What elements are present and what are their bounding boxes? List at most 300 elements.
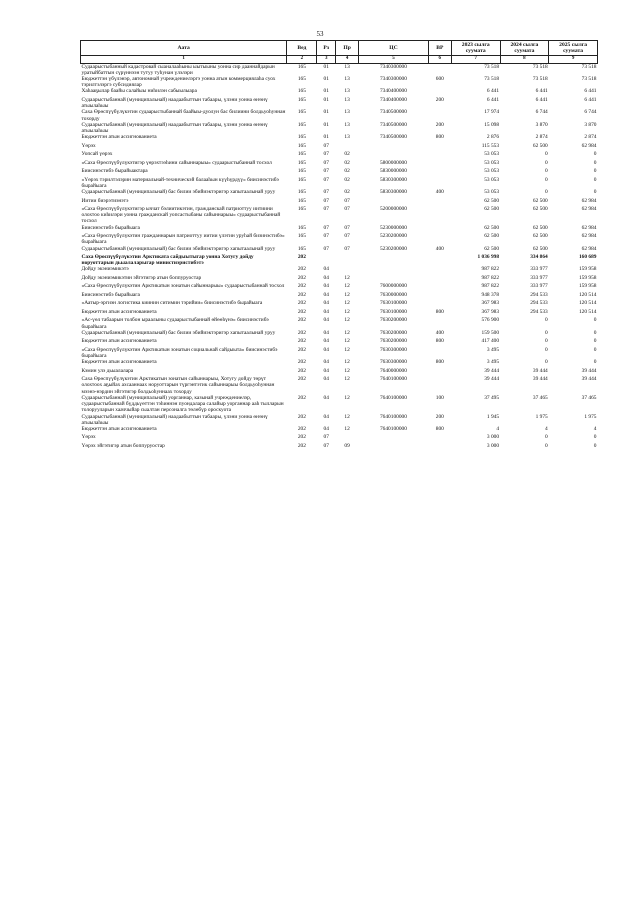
row-pr: 12 xyxy=(344,346,350,353)
table-row xyxy=(81,246,598,255)
row-vr xyxy=(428,443,451,452)
row-ved: 202 xyxy=(297,308,306,315)
row-vr xyxy=(428,434,451,443)
row-amount-2024: 294 533 xyxy=(530,291,548,298)
row-rz: 04 xyxy=(323,300,329,307)
row-ved: 165 xyxy=(297,76,306,83)
row-vr: 800 xyxy=(435,359,444,366)
row-amount-2025: 159 958 xyxy=(578,283,597,290)
row-pr: 12 xyxy=(344,359,350,366)
row-ved: 202 xyxy=(297,367,306,374)
table-row xyxy=(81,189,598,198)
row-ved: 202 xyxy=(297,317,306,324)
col-header-name: Аата xyxy=(81,41,287,56)
row-amount-2024: 3 870 xyxy=(535,121,548,128)
row-amount-2024: 73 518 xyxy=(532,63,548,70)
row-amount-2024: 0 xyxy=(545,159,548,166)
row-rz: 07 xyxy=(323,168,329,175)
row-amount-2023: 53 053 xyxy=(484,168,500,175)
row-name: Бюджеттэн атын ассигнованиета xyxy=(81,338,157,345)
row-cs: 7630200000 xyxy=(379,329,407,336)
row-amount-2023: 1 945 xyxy=(486,413,500,420)
col-header-2025: 2025 сылга суумата xyxy=(549,41,598,56)
row-cs xyxy=(359,443,429,452)
table-row xyxy=(81,426,598,435)
row-vr xyxy=(428,275,451,284)
row-vr xyxy=(428,368,451,377)
row-ved: 165 xyxy=(297,151,306,158)
row-amount-2025: 0 xyxy=(593,442,597,449)
row-ved: 165 xyxy=(297,197,306,204)
row-amount-2023: 3 000 xyxy=(486,434,500,441)
row-name: Бюджеттэн атын ассигнованиета xyxy=(81,359,157,366)
row-pr: 02 xyxy=(344,168,350,175)
row-ved: 165 xyxy=(297,96,306,103)
row-ved: 202 xyxy=(297,376,306,383)
row-name: Судаарыстыбаннай (муниципальнай) уорганнар, казынай учреждениелэр, судаарыстыбаннай бүддьүөттэн тэһиннэн пуондалара салайыр уорганнар ааһ тылларын толорууларын хааччыйар сыалтан персоналга төлөбүр ороскуота xyxy=(81,394,284,414)
row-rz: 01 xyxy=(323,63,329,70)
row-vr: 800 xyxy=(435,425,444,432)
row-ved: 202 xyxy=(297,266,306,273)
row-vr: 200 xyxy=(435,121,444,128)
table-row xyxy=(81,368,598,377)
col-number: 2 xyxy=(287,56,317,63)
row-cs: 7630000000 xyxy=(379,291,407,298)
row-vr xyxy=(428,109,451,121)
col-header-cs: ЦС xyxy=(359,41,429,56)
row-amount-2025: 120 514 xyxy=(578,308,597,315)
row-name: Судаарыстыбаннай (муниципальнай) бас билии эбийиэктэригэр хапытаалынай уруу xyxy=(81,189,276,196)
row-cs xyxy=(359,275,429,284)
row-rz: 01 xyxy=(323,76,329,83)
row-pr: 13 xyxy=(344,63,350,70)
row-amount-2025: 0 xyxy=(593,189,597,196)
row-rz: 04 xyxy=(323,291,329,298)
row-amount-2023: 576 900 xyxy=(481,317,500,324)
row-amount-2023: 15 098 xyxy=(484,121,500,128)
row-amount-2023: 53 053 xyxy=(484,159,500,166)
row-cs: 5800000000 xyxy=(379,159,407,166)
row-rz: 01 xyxy=(323,88,329,95)
row-name: Үөрэх xyxy=(81,142,96,149)
row-pr: 12 xyxy=(344,274,350,281)
row-vr xyxy=(428,143,451,152)
row-name: Бюджеттэн атын ассигнованиета xyxy=(81,134,157,141)
row-ved: 202 xyxy=(297,338,306,345)
row-amount-2024: 0 xyxy=(545,189,548,196)
row-ved: 165 xyxy=(297,233,306,240)
row-rz: 04 xyxy=(323,346,329,353)
row-pr: 09 xyxy=(344,442,350,449)
row-cs: 7340500000 xyxy=(379,134,407,141)
row-amount-2024: 62 500 xyxy=(532,245,548,252)
row-name: Биисинэстибэ бырайыактара xyxy=(81,168,148,175)
row-pr: 07 xyxy=(344,233,350,240)
row-name: «Ас-үөл табаарын толбон ыраалыны судаарыстыбаннай өйөөһүнэ» биисинэстибэ бырайыага xyxy=(81,317,269,330)
row-cs: 7630200000 xyxy=(379,338,407,345)
row-name: Судаарыстыбаннай (муниципальнай) бас билии эбийиэктэригэр хапытаалынай уруу xyxy=(81,245,276,252)
row-vr: 400 xyxy=(435,329,444,336)
row-vr xyxy=(428,254,451,266)
row-vr xyxy=(428,206,451,225)
row-vr: 800 xyxy=(435,338,444,345)
row-cs: 5830000000 xyxy=(379,168,407,175)
row-amount-2023: 417 400 xyxy=(481,338,500,345)
table-row xyxy=(81,160,598,169)
row-vr xyxy=(428,233,451,245)
row-ved: 165 xyxy=(297,121,306,128)
row-name: «Саха Өрөспүүбүлүкэтигэр үөрэхтээһини сайыннарыы» судаарыстыбаннай тосхол xyxy=(81,159,272,166)
table-body xyxy=(81,63,598,451)
table-row xyxy=(81,266,598,275)
row-vr: 200 xyxy=(435,413,444,420)
table-row xyxy=(81,359,598,368)
row-amount-2025: 6 441 xyxy=(584,96,597,103)
row-amount-2025: 3 870 xyxy=(584,121,597,128)
row-cs: 7630100000 xyxy=(379,308,407,315)
row-ved: 165 xyxy=(297,63,306,70)
row-vr xyxy=(428,283,451,292)
row-amount-2023: 62 500 xyxy=(484,197,500,204)
row-vr: 600 xyxy=(435,76,444,83)
row-cs: 5830300000 xyxy=(379,176,407,183)
col-number: 3 xyxy=(317,56,336,63)
row-cs: 5200000000 xyxy=(379,206,407,213)
row-vr xyxy=(428,292,451,301)
table-row xyxy=(81,376,598,395)
row-name: «Саха Өрөспүүбүлүкэтигэр ыччат бэлиитикэтин, гражданскай патриоттуу иитиини олохтоо киһилэри уонна гражданскай уопсастыбаны сайыннарыы» судаарыстыбаннай тосхол xyxy=(81,206,281,225)
row-amount-2025: 62 984 xyxy=(581,142,597,149)
row-amount-2025: 62 984 xyxy=(581,197,597,204)
table-row xyxy=(81,122,598,134)
row-rz: 07 xyxy=(323,176,329,183)
row-amount-2023: 4 xyxy=(496,425,500,432)
row-cs: 5830300000 xyxy=(379,189,407,196)
row-pr: 07 xyxy=(344,206,350,213)
row-rz: 04 xyxy=(323,266,329,273)
row-rz: 01 xyxy=(323,134,329,141)
row-ved: 165 xyxy=(297,206,306,213)
row-name: Дойду экэниэмикэтэ xyxy=(81,266,129,273)
table-row xyxy=(81,198,598,207)
row-ved: 202 xyxy=(297,329,306,336)
row-cs: 7630300000 xyxy=(379,346,407,353)
row-vr xyxy=(428,168,451,177)
row-rz: 01 xyxy=(323,96,329,103)
col-header-2023: 2023 сылга суумата xyxy=(451,41,500,56)
row-vr xyxy=(428,63,451,76)
table-row xyxy=(81,300,598,309)
row-pr: 12 xyxy=(344,394,350,401)
row-vr xyxy=(428,225,451,234)
row-amount-2025: 39 444 xyxy=(581,367,597,374)
row-amount-2024: 37 465 xyxy=(532,394,548,401)
row-pr: 12 xyxy=(344,376,350,383)
row-rz: 04 xyxy=(323,394,329,401)
row-pr: 02 xyxy=(344,151,350,158)
row-amount-2025: 120 514 xyxy=(578,291,597,298)
row-amount-2024: 333 977 xyxy=(530,274,548,281)
row-pr xyxy=(336,254,359,266)
row-amount-2023: 39 444 xyxy=(484,367,500,374)
row-ved: 202 xyxy=(297,254,306,261)
row-pr: 02 xyxy=(344,189,350,196)
row-vr xyxy=(428,266,451,275)
row-ved: 165 xyxy=(297,245,306,252)
row-vr xyxy=(428,347,451,359)
row-amount-2023: 73 518 xyxy=(484,76,500,83)
row-pr: 12 xyxy=(344,308,350,315)
row-pr: 07 xyxy=(344,224,350,231)
col-number: 1 xyxy=(81,56,287,63)
row-rz: 07 xyxy=(323,245,329,252)
row-cs: 7340500000 xyxy=(379,109,407,116)
row-amount-2024: 2 874 xyxy=(535,134,548,141)
row-vr xyxy=(428,376,451,395)
row-amount-2023: 159 500 xyxy=(481,329,500,336)
row-cs xyxy=(359,143,429,152)
row-rz: 07 xyxy=(323,224,329,231)
row-name: Биисинэстибэ бырайыага xyxy=(81,291,140,298)
row-ved: 165 xyxy=(297,168,306,175)
row-ved: 202 xyxy=(297,413,306,420)
row-name: Үөрэх эйгэтигэр атын боппуруостар xyxy=(81,442,165,449)
row-pr: 07 xyxy=(344,245,350,252)
table-row xyxy=(81,283,598,292)
row-amount-2025: 4 xyxy=(593,425,597,432)
row-amount-2024: 333 977 xyxy=(530,266,548,273)
row-name: Иитии биэрэтиэнэтэ xyxy=(81,197,129,204)
row-amount-2024: 0 xyxy=(545,359,548,366)
row-rz: 01 xyxy=(323,121,329,128)
row-amount-2023: 39 444 xyxy=(484,376,500,383)
row-cs xyxy=(359,266,429,275)
row-amount-2024: 39 444 xyxy=(532,376,548,383)
row-amount-2023: 367 983 xyxy=(481,300,500,307)
row-cs: 7640100000 xyxy=(379,394,407,401)
row-pr: 12 xyxy=(344,425,350,432)
row-vr xyxy=(428,317,451,329)
row-vr xyxy=(428,198,451,207)
col-number: 7 xyxy=(451,56,500,63)
budget-table xyxy=(80,40,598,451)
row-amount-2024: 0 xyxy=(545,434,548,441)
col-header-vr: ВР xyxy=(428,41,451,56)
col-number: 4 xyxy=(336,56,359,63)
row-amount-2025: 0 xyxy=(593,159,597,166)
row-rz: 04 xyxy=(323,308,329,315)
row-ved: 202 xyxy=(297,434,306,441)
row-rz: 04 xyxy=(323,329,329,336)
row-amount-2024: 333 977 xyxy=(530,283,548,290)
row-name: Судаарыстыбаннай (муниципальнай) наадаабыттын табаары, үлэни уонна өҥөнү атыылаһыы xyxy=(81,96,268,110)
row-name: Судаарыстыбанный кадастровай сыаналааһыны ыытыыны уонна сир дааннайдарын уратыйбаттын сүрүннээн тутуу туһунан үлэлэри xyxy=(81,63,275,76)
row-amount-2025: 160 689 xyxy=(578,254,597,261)
row-pr: 12 xyxy=(344,317,350,324)
row-amount-2024: 0 xyxy=(545,168,548,175)
row-amount-2024: 6 441 xyxy=(535,88,548,95)
row-ved: 165 xyxy=(297,176,306,183)
table-row xyxy=(81,414,598,426)
row-amount-2023: 62 500 xyxy=(484,233,500,240)
row-rz: 07 xyxy=(323,206,329,213)
row-amount-2023: 62 500 xyxy=(484,245,500,252)
row-amount-2024: 0 xyxy=(545,329,548,336)
row-amount-2025: 0 xyxy=(593,329,597,336)
row-pr: 02 xyxy=(344,176,350,183)
row-rz: 07 xyxy=(323,197,329,204)
row-name: Саха Өрөспүүбүлүкэтин судаарыстыбаннай баайыы-дуолун бас билиини болдьуоһуннан тохорду xyxy=(81,109,286,122)
row-amount-2023: 53 053 xyxy=(484,176,500,183)
row-amount-2023: 53 053 xyxy=(484,151,500,158)
row-amount-2024: 4 xyxy=(545,425,548,432)
row-amount-2024: 6 744 xyxy=(535,109,548,116)
row-ved: 202 xyxy=(297,283,306,290)
row-name: Бюджеттэн атын ассигнованиета xyxy=(81,308,157,315)
row-cs: 7340300000 xyxy=(379,63,407,70)
row-amount-2025: 39 444 xyxy=(581,376,597,383)
row-amount-2025: 120 514 xyxy=(578,300,597,307)
row-pr: 13 xyxy=(344,134,350,141)
row-amount-2025: 1 975 xyxy=(584,413,597,420)
row-amount-2023: 3 495 xyxy=(486,359,500,366)
col-number: 6 xyxy=(428,56,451,63)
row-rz: 07 xyxy=(323,233,329,240)
row-amount-2023: 2 876 xyxy=(486,134,500,141)
row-amount-2025: 0 xyxy=(593,359,597,366)
row-amount-2024: 62 500 xyxy=(532,206,548,213)
table-row xyxy=(81,63,598,76)
table-row xyxy=(81,151,598,160)
row-amount-2025: 2 874 xyxy=(584,134,597,141)
row-ved: 202 xyxy=(297,359,306,366)
row-cs: 7630300000 xyxy=(379,359,407,366)
row-amount-2023: 1 036 998 xyxy=(477,254,500,261)
table-header xyxy=(81,41,598,64)
row-name: Саха Өрөспүүбүлүкэтин Арктикатын зонатын сайыннарыы, Хотугу дойду төрүт олохтоох аҕыйах ахсааннаах норуоттарын түргэнтэтик сайыннарыы болдьуоһуннан мээнэ-нэрдин эйгэтигэр болдьоһуннаах тохорду xyxy=(81,376,275,395)
table-row xyxy=(81,206,598,225)
row-rz: 04 xyxy=(323,283,329,290)
row-pr: 12 xyxy=(344,413,350,420)
row-cs xyxy=(359,434,429,443)
table-row xyxy=(81,434,598,443)
row-pr: 12 xyxy=(344,283,350,290)
row-amount-2024: 0 xyxy=(545,151,548,158)
row-name: «Саха Өрөспүүбүлүкэтин Арктикатын зонатын сайыннарыы» судаарыстыбаннай тосхол xyxy=(81,283,285,290)
row-name: Судаарыстыбаннай (муниципальнай) наадаабыттын табаары, үлэни уонна өҥөнү атыылаһыы xyxy=(81,413,268,426)
row-amount-2023: 3 495 xyxy=(486,346,500,353)
row-amount-2023: 6 441 xyxy=(486,96,500,103)
row-amount-2025: 37 465 xyxy=(581,394,597,401)
row-name: Саха Өрөспүүбүлүкэтин Арктиката сайдыытыгар уонна Хотугу дойду норуоттарын дьыалаларыгар министиэристибэтэ xyxy=(81,254,254,267)
row-cs: 7640000000 xyxy=(379,367,407,374)
row-pr: 07 xyxy=(344,197,350,204)
row-amount-2024: 62 500 xyxy=(532,224,548,231)
row-rz: 07 xyxy=(323,189,329,196)
row-pr: 12 xyxy=(344,291,350,298)
row-cs: 7640100000 xyxy=(379,376,407,383)
row-amount-2023: 6 441 xyxy=(486,88,500,95)
table-row xyxy=(81,347,598,359)
row-rz: 04 xyxy=(323,274,329,281)
row-rz xyxy=(317,254,336,266)
row-name: Судаарыстыбаннай (муниципальнай) бас билии эбийиэктэригэр хапытаалынай уруу xyxy=(81,329,276,336)
row-amount-2025: 0 xyxy=(593,168,597,175)
row-vr xyxy=(428,160,451,169)
table-row xyxy=(81,109,598,121)
row-ved: 202 xyxy=(297,346,306,353)
row-pr: 13 xyxy=(344,76,350,83)
row-cs xyxy=(359,198,429,207)
table-row xyxy=(81,76,598,88)
row-rz: 04 xyxy=(323,425,329,432)
row-amount-2023: 987 822 xyxy=(481,266,500,273)
row-name: Уопсай үөрэх xyxy=(81,151,113,158)
row-ved: 202 xyxy=(297,394,306,401)
row-amount-2024: 1 975 xyxy=(535,413,548,420)
row-pr: 12 xyxy=(344,338,350,345)
row-ved: 202 xyxy=(297,442,306,449)
table-row xyxy=(81,395,598,414)
row-cs: 5230200000 xyxy=(379,245,407,252)
row-ved: 202 xyxy=(297,291,306,298)
row-name: «Үөрэх тэрилтэлэрин материальнай-техническэй балааһын күүһүрдүү» биисинэстибэ бырайыага xyxy=(81,176,279,189)
col-number: 8 xyxy=(500,56,549,63)
row-cs: 7630100000 xyxy=(379,300,407,307)
row-amount-2024: 0 xyxy=(545,442,548,449)
col-number: 5 xyxy=(359,56,429,63)
row-ved: 165 xyxy=(297,109,306,116)
row-amount-2025: 6 744 xyxy=(584,109,597,116)
row-ved: 165 xyxy=(297,189,306,196)
row-rz: 04 xyxy=(323,338,329,345)
row-amount-2023: 37 495 xyxy=(484,394,500,401)
row-amount-2024: 294 533 xyxy=(530,300,548,307)
row-pr xyxy=(336,266,359,275)
row-amount-2025: 0 xyxy=(593,346,597,353)
row-ved: 165 xyxy=(297,134,306,141)
table-row xyxy=(81,168,598,177)
row-ved: 202 xyxy=(297,300,306,307)
table-row xyxy=(81,338,598,347)
row-rz: 07 xyxy=(323,159,329,166)
row-cs xyxy=(359,254,429,266)
table-row xyxy=(81,225,598,234)
row-name: Судаарыстыбаннай (муниципальнай) наадаабыттын табаары, үлэни уонна өҥөнү атыылаһыы xyxy=(81,121,268,134)
row-name: «Саха Өрөспүүбүлүкэтин гражданнарын патриоттуу иитии үлэтин уруһай бизинэстибэ» бырайыага xyxy=(81,233,285,246)
row-rz: 07 xyxy=(323,434,329,441)
col-header-rz: Рз xyxy=(317,41,336,56)
row-rz: 07 xyxy=(323,142,329,149)
row-amount-2025: 73 518 xyxy=(581,76,597,83)
row-amount-2025: 159 958 xyxy=(578,274,597,281)
row-vr: 800 xyxy=(435,134,444,141)
table-row xyxy=(81,97,598,109)
row-amount-2025: 0 xyxy=(593,317,597,324)
row-amount-2023: 17 974 xyxy=(484,109,500,116)
row-amount-2023: 948 378 xyxy=(481,291,500,298)
row-cs: 7600000000 xyxy=(379,283,407,290)
row-amount-2025: 62 984 xyxy=(581,224,597,231)
row-amount-2024: 62 500 xyxy=(532,197,548,204)
col-header-ved: Вед xyxy=(287,41,317,56)
row-pr: 12 xyxy=(344,367,350,374)
row-cs: 5230000000 xyxy=(379,224,407,231)
row-cs: 7340400000 xyxy=(379,96,407,103)
row-amount-2023: 62 500 xyxy=(484,206,500,213)
row-amount-2025: 62 984 xyxy=(581,245,597,252)
row-pr: 13 xyxy=(344,109,350,116)
